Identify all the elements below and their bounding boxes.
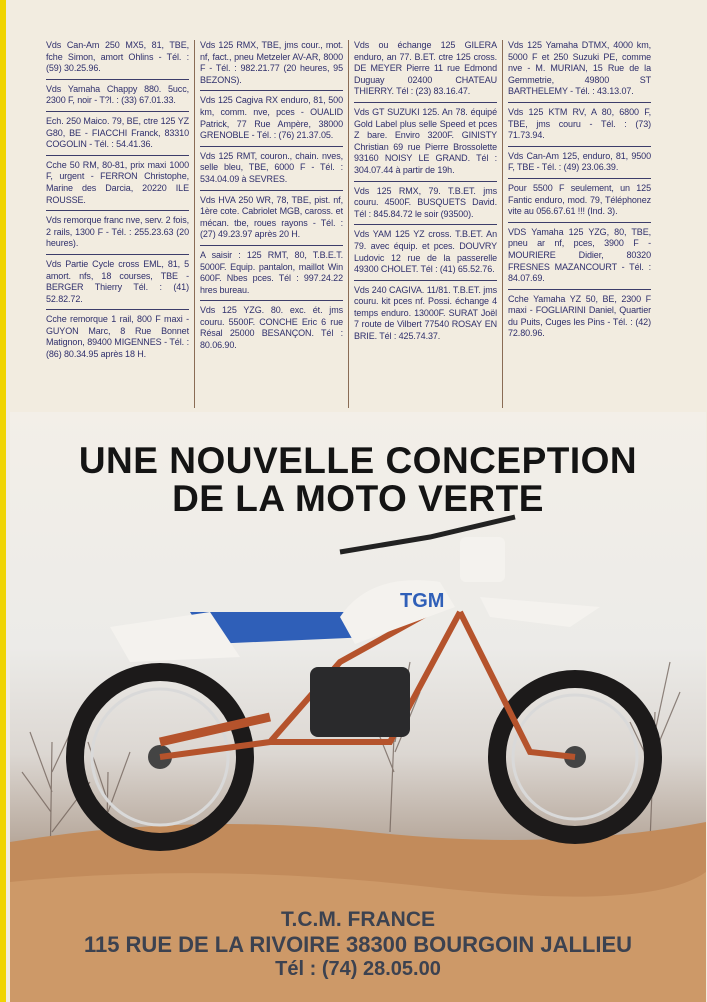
classified-ad: Vds 125 Yamaha DTMX, 4000 km, 5000 F et 250 Suzuki PE, comme nve - M. MURIAN, 15 Rue de la Gemmetrie, 49800 ST BARTHELEMY - Tél. : 43.13.07.	[508, 40, 651, 103]
classified-ad: Ech. 250 Maico. 79, BE, ctre 125 YZ G80, BE - FIACCHI Franck, 83310 COGOLIN - Tél. : 54.41.36.	[46, 116, 189, 156]
classified-ad: Vds 125 KTM RV, A 80, 6800 F, TBE, jms couru - Tél. : (73) 71.73.94.	[508, 107, 651, 147]
ads-column-4	[502, 40, 656, 408]
front-fender	[480, 597, 600, 627]
classified-ad: A saisir : 125 RMT, 80, T.B.E.T. 5000F. Equip. pantalon, maillot Win 600F. Nbes pces. Tél : 997.24.22 hres bureau.	[200, 250, 343, 301]
classified-ad: Vds Partie Cycle cross EML, 81, 5 amort. nfs, 18 courses, TBE - BERGER Thierry Tél. : (41) 52.82.72.	[46, 259, 189, 310]
classified-ad: Pour 5500 F seulement, un 125 Fantic enduro, mod. 79, Téléphonez vite au 056.67.61 !!! (Ind. 3).	[508, 183, 651, 223]
classified-ad: Vds Can-Am 250 MX5, 81, TBE, fche Simon, amort Ohlins - Tél. : (59) 30.25.96.	[46, 40, 189, 80]
classified-ad: Vds YAM 125 YZ cross. T.B.ET. An 79. avec équip. et pces. DOUVRY Ludovic 12 rue de la passerelle 49300 CHOLET. Tél : (41) 65.52.76.	[354, 229, 497, 280]
classified-ad: VDS Yamaha 125 YZG, 80, TBE, pneu ar nf, pces, 3900 F - MOURIERE Didier, 80320 FRESNES MAZANCOURT - Tél. : 84.07.69.	[508, 227, 651, 290]
classified-ad: Vds GT SUZUKI 125. An 78. équipé Gold Label plus selle Speed et pces Z bare. Enviro 3200F. GINISTY Christian 69 rue Pierre Brossolette 93160 NOISY LE GRAND. Tél : 304.07.44 à partir de 19h.	[354, 107, 497, 182]
yellow-page-edge	[0, 0, 6, 1002]
classified-ad: Vds 125 RMX, TBE, jms cour., mot. nf, fact., pneu Metzeler AV-AR, 8000 F - Tél. : 982.21.77 (20 heures, 95 BEZONS).	[200, 40, 343, 91]
classified-ad: Vds ou échange 125 GILERA enduro, an 77. B.ET. ctre 125 cross. DE MEYER Pierre 11 rue Edmond Duguay 02400 CHATEAU THIERRY. Tél : (23) 83.16.47.	[354, 40, 497, 103]
classified-ad: Cche 50 RM, 80-81, prix maxi 1000 F, urgent - FERRON Christophe, Marine des Darcia, 20220 ILE ROUSSE.	[46, 160, 189, 211]
classified-ad: Vds HVA 250 WR, 78, TBE, pist. nf, 1ère cote. Cabriolet MGB, caross. et mécan. tbe, roues rayons - Tél. : (27) 49.23.97 après 20 H.	[200, 195, 343, 246]
advert-headline-line-2: DE LA MOTO VERTE	[172, 478, 544, 519]
advert-phone: Tél : (74) 28.05.00	[275, 958, 441, 980]
ads-column-3	[348, 40, 502, 408]
classified-ad: Cche remorque 1 rail, 800 F maxi - GUYON Marc, 8 Rue Bonnet Matignon, 89400 MIGENNES - Tél. : (86) 80.34.95 après 18 H.	[46, 314, 189, 360]
ads-column-1	[44, 40, 194, 408]
advert-address: 115 RUE DE LA RIVOIRE 38300 BOURGOIN JALLIEU	[83, 932, 633, 957]
advert-photo	[10, 412, 706, 1002]
classified-ad: Vds 240 CAGIVA. 11/81. T.B.ET. jms couru. kit pces nf. Possi. échange 4 temps enduro. 13000F. SURAT Joël 7 route de Vilbert 77540 ROSAY EN BRIE. Tél : 425.74.37.	[354, 284, 497, 342]
advert-headline-line-1: UNE NOUVELLE CONCEPTION	[78, 440, 638, 481]
classified-ad: Cche Yamaha YZ 50, BE, 2300 F maxi - FOGLIARINI Daniel, Quartier du Puits, Cuges les Pins - Tél. : (42) 72.80.96.	[508, 293, 651, 339]
classified-ad: Vds 125 RMT, couron., chain. nves, selle bleu, TBE, 6000 F - Tél. : 534.04.09 à SEVRES.	[200, 151, 343, 191]
classified-ads	[44, 40, 656, 408]
classified-ad: Vds 125 YZG. 80. exc. ét. jms couru. 5500F. CONCHE Eric 6 rue Résal 25000 BESANÇON. Tél : 80.06.90.	[200, 305, 343, 351]
engine	[310, 667, 410, 737]
classified-ad: Vds remorque franc nve, serv. 2 fois, 2 rails, 1300 F - Tél. : 255.23.63 (20 heures).	[46, 215, 189, 255]
ads-column-2	[194, 40, 348, 408]
headlight-plate	[460, 537, 505, 582]
exhaust-pipe	[160, 717, 270, 742]
classified-ad: Vds 125 RMX, 79. T.B.ET. jms couru. 4500F. BUSQUETS David. Tél : 845.84.72 le soir (93500).	[354, 186, 497, 226]
advert-company: T.C.M. FRANCE	[281, 908, 435, 931]
tank-logo-text: TGM	[400, 590, 445, 612]
classified-ad: Vds Can-Am 125, enduro, 81, 9500 F, TBE - Tél. : (49) 23.06.39.	[508, 151, 651, 179]
classified-ad: Vds 125 Cagiva RX enduro, 81, 500 km, comm. nve, pces - OUALID Patrick, 77 Rue Ampère, 38000 GRENOBLE - Tél. : (76) 21.37.05.	[200, 95, 343, 146]
classified-ad: Vds Yamaha Chappy 880. 5ucc, 2300 F, noir - T?l. : (33) 67.01.33.	[46, 84, 189, 112]
